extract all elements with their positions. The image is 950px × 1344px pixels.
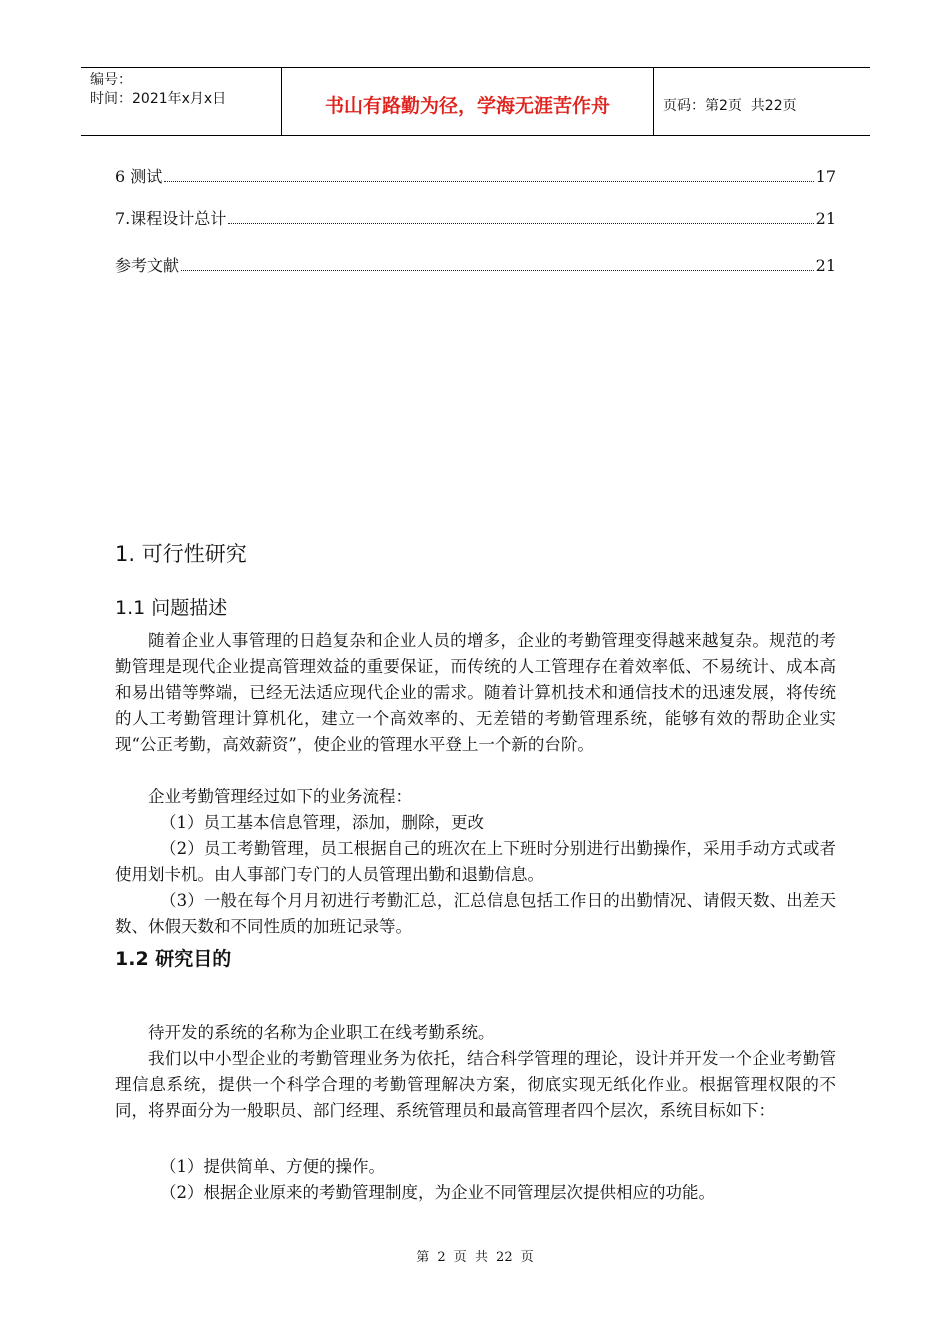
page-header xyxy=(81,67,870,136)
goal-item: （2）根据企业原来的考勤管理制度，为企业不同管理层次提供相应的功能。 xyxy=(160,1183,715,1202)
goal-item: （1）提供简单、方便的操作。 xyxy=(160,1157,385,1176)
page-footer: 第 2 页 共 22 页 xyxy=(416,1250,534,1265)
toc-entry-title: 7.课程设计总计 xyxy=(115,209,227,228)
header-page-info xyxy=(655,68,870,135)
flow-item: （3）一般在每个月月初进行考勤汇总，汇总信息包括工作日的出勤情况、请假天数、出差天数、休假天数和不同性质的加班记录等。 xyxy=(115,891,836,936)
date-label: 时间：2021年x月x日 xyxy=(90,91,227,107)
toc-entry-page: 21 xyxy=(815,256,836,275)
problem-paragraph: 随着企业人事管理的日趋复杂和企业人员的增多，企业的考勤管理变得越来越复杂。规范的考勤管理是现代企业提高管理效益的重要保证，而传统的人工管理存在着效率低、不易统计、成本高和易出错等弊端，已经无法适应现代企业的需求。随着计算机技术和通信技术的迅速发展，将传统的人工考勤管理计算机化，建立一个高效率的、无差错的考勤管理系统，能够有效的帮助企业实现“公正考勤，高效薪资”，使企业的管理水平登上一个新的台阶。 xyxy=(115,631,836,754)
toc-entry-page: 17 xyxy=(815,167,836,186)
toc-entry xyxy=(115,253,836,276)
toc-entry-title: 参考文献 xyxy=(115,256,180,275)
toc-leader xyxy=(228,223,813,224)
toc-entry xyxy=(115,164,836,187)
flow-intro: 企业考勤管理经过如下的业务流程： xyxy=(148,787,412,806)
purpose-paragraph: 我们以中小型企业的考勤管理业务为依托，结合科学管理的理论，设计并开发一个企业考勤管理信息系统，提供一个科学合理的考勤管理解决方案，彻底实现无纸化作业。根据管理权限的不同，将界面分为一般职员、部门经理、系统管理员和最高管理者四个层次，系统目标如下： xyxy=(115,1049,836,1120)
toc-entry xyxy=(115,206,836,229)
number-label: 编号： xyxy=(90,72,132,88)
toc-leader xyxy=(181,270,814,271)
header-meta xyxy=(81,68,282,135)
flow-item: （1）员工基本信息管理，添加，删除，更改 xyxy=(160,813,484,832)
toc-entry-title: 6 测试 xyxy=(115,167,163,186)
subsection-heading: 1.1 问题描述 xyxy=(115,597,228,619)
toc-entry-page: 21 xyxy=(815,209,836,228)
flow-item: （2）员工考勤管理，员工根据自己的班次在上下班时分别进行出勤操作，采用手动方式或者使用划卡机。由人事部门专门的人员管理出勤和退勤信息。 xyxy=(115,839,836,884)
subsection-heading: 1.2 研究目的 xyxy=(115,948,232,970)
purpose-paragraph: 待开发的系统的名称为企业职工在线考勤系统。 xyxy=(148,1023,495,1042)
toc-leader xyxy=(164,181,813,182)
page-info-text: 页码：第2页 共22页 xyxy=(663,97,797,114)
section-heading: 1. 可行性研究 xyxy=(115,542,247,566)
header-motto: 书山有路勤为径，学海无涯苦作舟 xyxy=(282,68,654,135)
